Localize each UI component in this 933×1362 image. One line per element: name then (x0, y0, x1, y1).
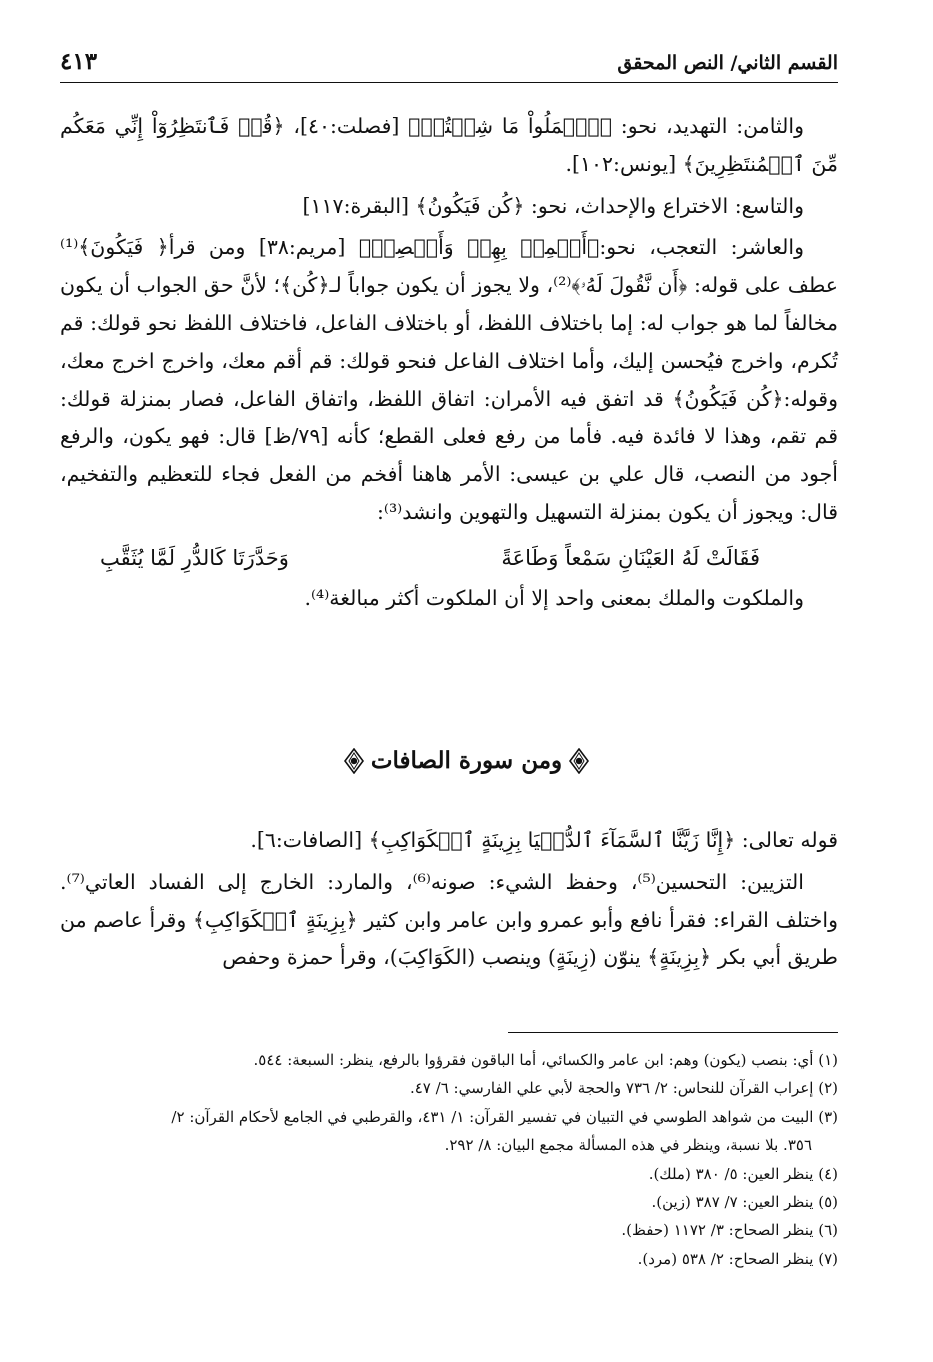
paragraph-verse-quote: قوله تعالى: ﴿إِنَّا زَيَّنَّا ٱلسَّمَآءَ ٱلدُّنۡيَا بِزِينَةٍ ٱلۡكَوَاكِبِ﴾ [الصافات:٦]. (250, 828, 838, 852)
running-title: القسم الثاني/ النص المحقق (617, 52, 838, 74)
footnote-text: البيت من شواهد الطوسي في التبيان في تفسير القرآن: ١/ ٤٣١، والقرطبي في الجامع لأحكام القرآن: ٢/ (171, 1107, 814, 1126)
footnote-2 (60, 1074, 838, 1102)
ornament-right-icon (568, 748, 590, 774)
footnote-number: (٣) (818, 1107, 838, 1126)
surah-title: ومن سورة الصافات (370, 747, 563, 774)
footnote-5 (60, 1188, 838, 1216)
poetry-verse (100, 538, 760, 578)
footnote-text: ينظر العين: ٧/ ٣٨٧ (زين). (651, 1193, 814, 1212)
paragraph-eighth: والثامن: التهديد، نحو: ﴿ٱعۡمَلُواْ مَا شِئۡتُمۡ﴾ [فصلت:٤٠]، ﴿قُلۡ فَٱنتَظِرُوٓاْ إِنِّي مَعَكُم مِّنَ ٱلۡمُنتَظِرِينَ﴾ [يونس:١٠٢]. (60, 114, 838, 176)
footnote-number: (٦) (818, 1221, 838, 1240)
paragraph-tenth: والعاشر: التعجب، نحو:﴿أَسۡمِعۡ بِهِمۡ وَأَبۡصِرۡ﴾ [مريم:٣٨] ومن قرأ﴿ فَيَكُونَ﴾⁽¹⁾ عطف على قوله: ﴿أَن نَّقُولَ لَهُۥ﴾⁽²⁾، ولا يجوز أن يكون جواباً لـ﴿كُن﴾؛ لأنَّ حق الجواب أن يكون مخالفاً لما هو جواب له: إما باختلاف اللفظ، أو باختلاف الفاعل، فاختلاف اللفظ نحو قولك: قم تُكرم، واخرج فيُحسن إليك، وأما اختلاف الفاعل فنحو قولك: قم أقم معك، واخرج اخرج معك، وقوله:﴿كُن فَيَكُونُ﴾ قد اتفق فيه الأمران: اتفاق اللفظ، واتفاق الفاعل، فصار بمنزلة قولك: قم تقم، وهذا لا فائدة فيه. فأما من رفع فعلى القطع؛ كأنه [٧٩/ظ] قال: فهو يكون، والرفع أجود من النصب، قال علي بن عيسى: الأمر هاهنا أفخم من الفعل فجاء للتعظيم والتفخيم، قال: ويجوز أن يكون بمنزلة التسهيل والتهوين وانشد⁽³⁾: (60, 235, 838, 524)
footnote-separator (508, 1032, 838, 1033)
paragraph-tazyin: التزيين: التحسين⁽⁵⁾، وحفظ الشيء: صونه⁽⁶⁾، والمارد: الخارج إلى الفساد العاتي⁽⁷⁾. واختلف القراء: فقرأ نافع وأبو عمرو وابن عامر وابن كثير ﴿بِزِينَةٍ ٱلۡكَوَاكِبِ﴾ وقرأ عاصم من طريق أبي بكر ﴿بِزِينَةٍ﴾ ينوّن (زِينَةٍ) وينصب (الكَوَاكِبَ)، وقرأ حمزة وحفص (60, 869, 838, 970)
footnote-text: ينظر الصحاح: ٣/ ١١٧٢ (حفظ). (621, 1221, 814, 1240)
footnote-1 (60, 1046, 838, 1074)
surah-heading (0, 747, 933, 778)
paragraph-ninth: والتاسع: الاختراع والإحداث، نحو: ﴿كُن فَيَكُونُ﴾ [البقرة:١١٧] (302, 193, 804, 218)
footnote-4 (60, 1160, 838, 1188)
footnote-number: (٤) (818, 1164, 838, 1183)
footnote-text: أي: بنصب (يكون) وهم: ابن عامر والكسائي، أما الباقون فقرؤوا بالرفع، ينظر: السبعة: ٥٤٤. (253, 1051, 814, 1069)
footnote-text: إعراب القرآن للنحاس: ٢/ ٧٣٦ والحجة لأبي علي الفارسي: ٦/ ٤٧. (409, 1079, 814, 1098)
footnote-6 (60, 1216, 838, 1244)
footnote-number: (١) (818, 1051, 838, 1069)
page-number: ٤١٣ (60, 48, 98, 75)
footnote-number: (٥) (818, 1193, 838, 1212)
verse-second-hemistich: وَحَدَّرَتَا كَالدُّرِ لَمَّا يُثَقَّبِ (100, 545, 289, 570)
footnote-3 (60, 1103, 838, 1160)
paragraph-after-verse: والملكوت والملك بمعنى واحد إلا أن الملكوت أكثر مبالغة⁽⁴⁾. (304, 585, 804, 610)
footnote-text: ينظر العين: ٥/ ٣٨٠ (ملك). (648, 1164, 814, 1183)
footnotes (60, 1046, 838, 1273)
footnote-number: (٢) (818, 1079, 838, 1098)
footnote-number: (٧) (818, 1249, 838, 1268)
ornament-left-icon (343, 748, 365, 774)
footnote-text: ينظر الصحاح: ٢/ ٥٣٨ (مرد). (637, 1249, 814, 1268)
footnote-text-continued: ٣٥٦. بلا نسبة، وينظر في هذه المسألة مجمع البيان: ٨/ ٢٩٢. (444, 1136, 812, 1155)
main-text-lower (60, 822, 838, 981)
page-header (60, 48, 838, 83)
verse-first-hemistich: فَقَالَتْ لَهُ العَيْنَانِ سَمْعاً وَطَاعَةً (501, 545, 760, 570)
footnote-7 (60, 1245, 838, 1273)
main-text-upper (60, 108, 838, 622)
